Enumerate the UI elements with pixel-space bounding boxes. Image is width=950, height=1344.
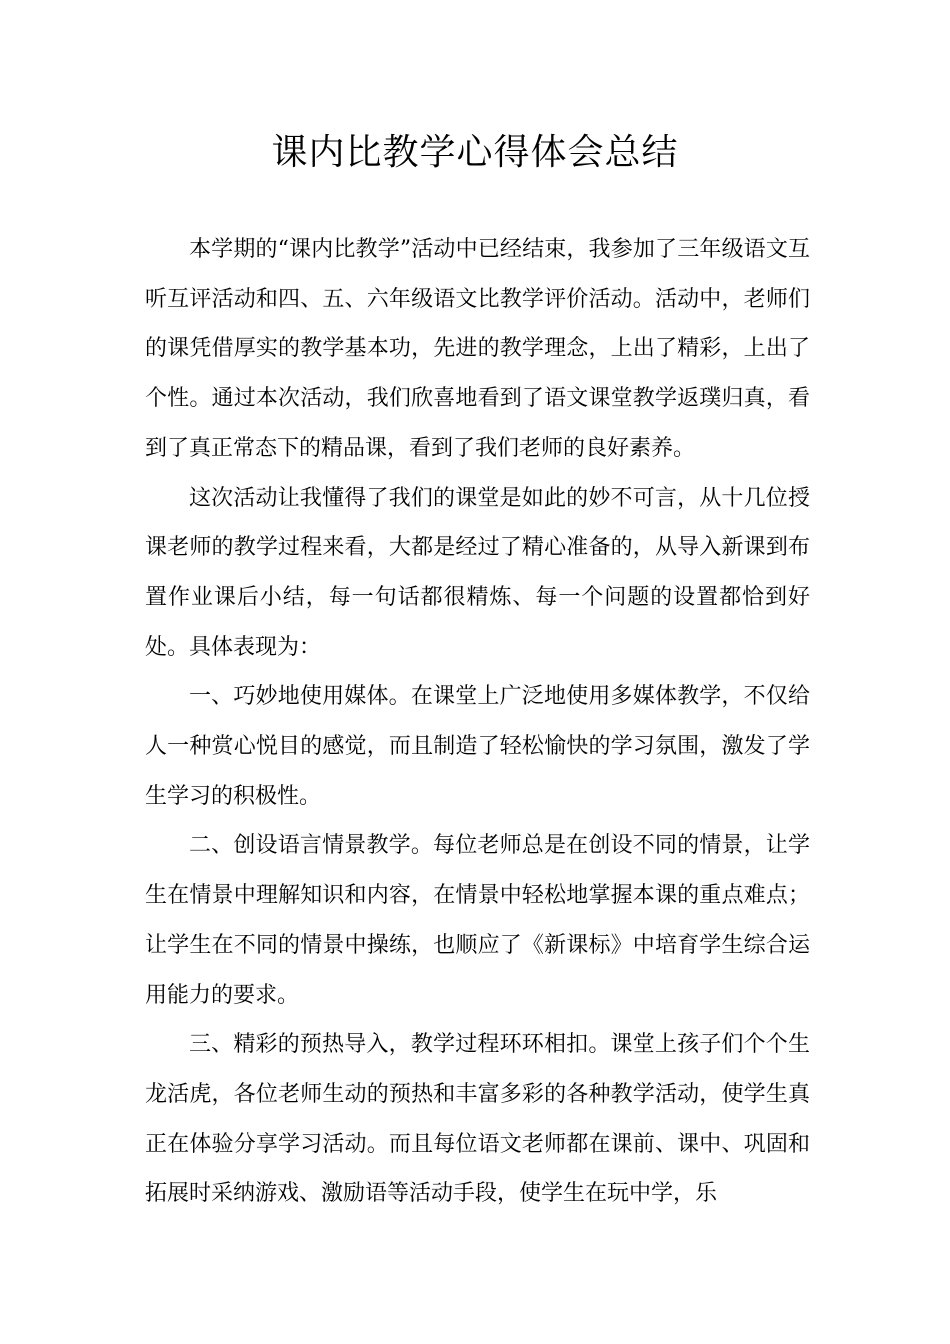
paragraph-5: 三、精彩的预热导入，教学过程环环相扣。课堂上孩子们个个生龙活虎，各位老师生动的预热和丰富多彩的各种教学活动，使学生真正在体验分享学习活动。而且每位语文老师都在课前、课中、巩固和拓展时采纳游戏、激励语等活动手段，使学生在玩中学，乐 <box>145 1032 810 1207</box>
document-title: 课内比教学心得体会总结 <box>271 132 679 173</box>
paragraph-1: 本学期的“课内比教学”活动中已经结束，我参加了三年级语文互听互评活动和四、五、六年级语文比教学评价活动。活动中，老师们的课凭借厚实的教学基本功，先进的教学理念，上出了精彩，上出了个性。通过本次活动，我们欣喜地看到了语文课堂教学返璞归真，看到了真正常态下的精品课，看到了我们老师的良好素养。 <box>145 237 810 461</box>
paragraph-3: 一、巧妙地使用媒体。在课堂上广泛地使用多媒体教学，不仅给人一种赏心悦目的感觉，而且制造了轻松愉快的学习氛围，激发了学生学习的积极性。 <box>145 684 810 809</box>
paragraph-2: 这次活动让我懂得了我们的课堂是如此的妙不可言，从十几位授课老师的教学过程来看，大都是经过了精心准备的，从导入新课到布置作业课后小结，每一句话都很精炼、每一个问题的设置都恰到好处。具体表现为： <box>145 485 810 660</box>
document-body <box>145 225 810 1219</box>
paragraph-4: 二、创设语言情景教学。每位老师总是在创设不同的情景，让学生在情景中理解知识和内容，在情景中轻松地掌握本课的重点难点；让学生在不同的情景中操练，也顺应了《新课标》中培育学生综合运用能力的要求。 <box>145 833 810 1008</box>
